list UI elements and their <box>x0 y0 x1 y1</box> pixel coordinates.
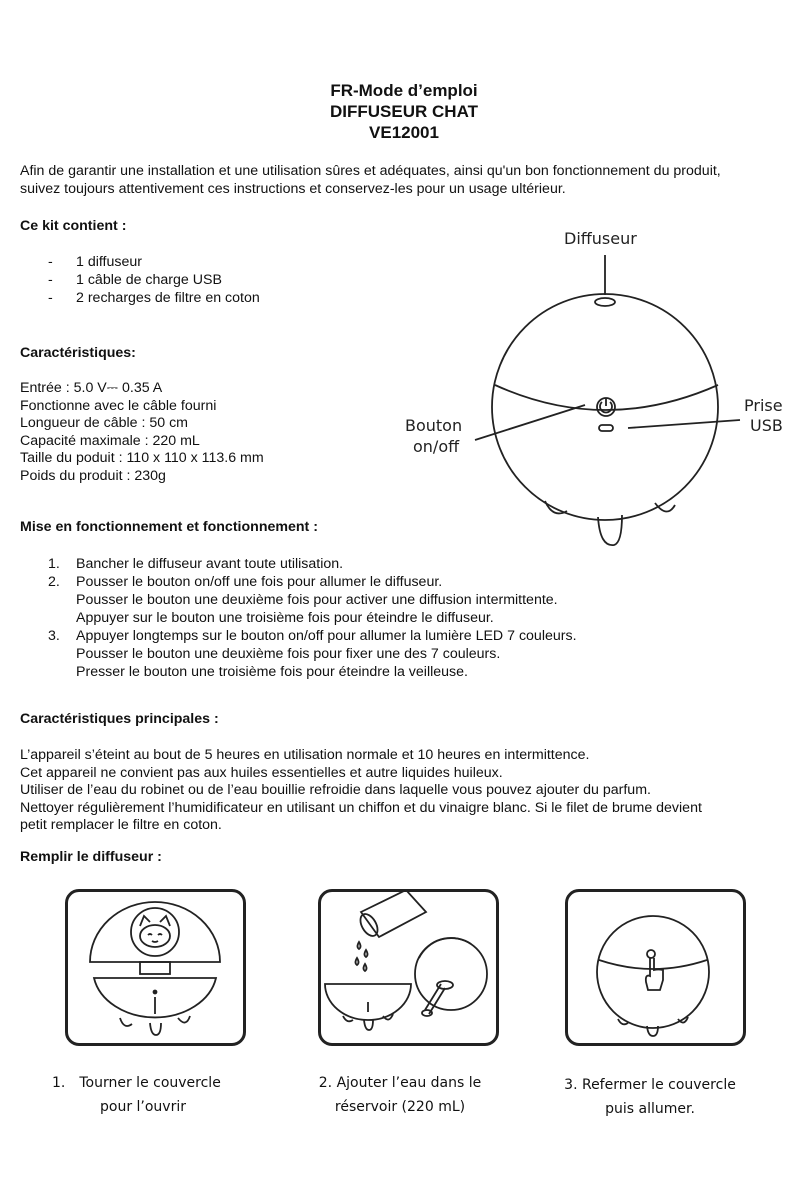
step-line: Appuyer sur le bouton une troisième fois pour éteindre le diffuseur. <box>76 610 494 626</box>
step-3-panel <box>565 889 746 1046</box>
caption-line: puis allumer. <box>605 1101 695 1117</box>
step-number: 2. <box>48 574 60 590</box>
lid-icon <box>90 902 220 962</box>
mist-outlet-icon <box>595 298 615 306</box>
bullet-mark: - <box>48 290 53 306</box>
step-line: Presser le bouton une troisième fois pour éteindre la veilleuse. <box>76 664 468 680</box>
caption-1 <box>52 1071 252 1119</box>
diffuser-body-icon <box>492 294 718 520</box>
spec-line: Poids du produit : 230g <box>20 467 166 484</box>
spec-line: Entrée : 5.0 V⎓ 0.35 A <box>20 380 163 396</box>
equator-line <box>599 960 707 969</box>
bullet-mark: - <box>48 272 53 288</box>
caption-line: pour l’ouvrir <box>100 1099 186 1115</box>
main-block <box>20 747 702 835</box>
main-line: Nettoyer régulièrement l’humidificateur en utilisant un chiffon et du vinaigre blanc. Si le filet de brume devient <box>20 799 702 816</box>
bullet-mark: - <box>48 254 53 270</box>
caption-line: réservoir (220 mL) <box>334 1099 466 1115</box>
label-prise: Prise <box>744 396 783 415</box>
specs-heading: Caractéristiques: <box>20 345 136 361</box>
main-line: petit remplacer le filtre en coton. <box>20 817 222 833</box>
cat-face-icon <box>140 925 170 947</box>
label-usb: USB <box>750 416 783 435</box>
caption-number: 1. <box>52 1075 66 1091</box>
operation-steps <box>20 556 577 682</box>
water-drops-icon <box>356 942 368 971</box>
list-item <box>20 290 260 308</box>
intro-line-1: Afin de garantir une installation et une utilisation sûres et adéquates, ainsi qu'un bon fonctionnement du produit, <box>20 163 721 179</box>
main-line: Utiliser de l’eau du robinet ou de l’eau bouillie refroidie dans laquelle vous pouvez ajouter du parfum. <box>20 782 651 798</box>
step-number: 3. <box>48 628 60 644</box>
step-line: Pousser le bouton une deuxième fois pour activer une diffusion intermittente. <box>76 592 558 608</box>
diffuser-diagram <box>400 245 808 550</box>
main-line: Cet appareil ne convient pas aux huiles essentielles et autre liquides huileux. <box>20 764 503 781</box>
list-item <box>20 272 260 290</box>
title-line-2: DIFFUSEUR CHAT <box>330 102 478 121</box>
bottle-icon <box>361 892 426 937</box>
label-onoff: on/off <box>413 437 460 456</box>
kit-heading: Ce kit contient : <box>20 218 127 234</box>
title-line-3: VE12001 <box>369 123 439 142</box>
list-item <box>20 254 260 272</box>
main-heading: Caractéristiques principales : <box>20 711 219 727</box>
kit-item: 1 câble de charge USB <box>76 272 222 288</box>
operation-heading: Mise en fonctionnement et fonctionnement : <box>20 519 318 535</box>
intro-line-2: suivez toujours attentivement ces instructions et conservez-les pour un usage ultérieur. <box>20 181 566 197</box>
spec-line: Taille du poduit : 110 x 110 x 113.6 mm <box>20 450 264 466</box>
spec-line: Capacité maximale : 220 mL <box>20 432 200 449</box>
step-line: Pousser le bouton on/off une fois pour allumer le diffuseur. <box>76 574 443 590</box>
specs-block <box>20 380 264 485</box>
list-item <box>20 574 577 628</box>
step-line: Bancher le diffuseur avant toute utilisation. <box>76 556 344 572</box>
callout-line-right <box>628 420 740 428</box>
caption-2 <box>300 1071 500 1119</box>
kit-item: 1 diffuseur <box>76 254 142 270</box>
title-line-1: FR-Mode d’emploi <box>330 81 478 100</box>
main-line: L’appareil s’éteint au bout de 5 heures en utilisation normale et 10 heures en intermittence. <box>20 747 590 763</box>
caption-line: Tourner le couvercle <box>79 1075 221 1091</box>
label-diffuseur: Diffuseur <box>564 229 637 248</box>
kit-list <box>20 254 260 308</box>
foot-icon <box>655 503 675 512</box>
open-lid-illustration <box>68 892 243 1043</box>
step-number: 1. <box>48 556 60 572</box>
step-line: Pousser le bouton une deuxième fois pour fixer une des 7 couleurs. <box>76 646 501 662</box>
step-1-panel <box>65 889 246 1046</box>
caption-3 <box>550 1073 750 1121</box>
spec-line: Longueur de câble : 50 cm <box>20 415 188 431</box>
caption-line: 2. Ajouter l’eau dans le <box>318 1075 482 1091</box>
list-item <box>20 628 577 682</box>
spec-line: Fonctionne avec le câble fourni <box>20 397 217 414</box>
led-slot-icon <box>599 425 613 431</box>
kit-item: 2 recharges de filtre en coton <box>76 290 260 306</box>
step-2-panel <box>318 889 499 1046</box>
power-button-icon <box>647 950 655 958</box>
diffuser-body-icon <box>597 916 709 1028</box>
finger-icon <box>646 958 663 990</box>
fill-heading: Remplir le diffuseur : <box>20 849 162 865</box>
label-bouton: Bouton <box>405 416 463 435</box>
caption-line: 3. Refermer le couvercle <box>564 1077 736 1093</box>
close-lid-illustration <box>568 892 743 1043</box>
step-line: Appuyer longtemps sur le bouton on/off pour allumer la lumière LED 7 couleurs. <box>76 628 577 644</box>
add-water-illustration <box>321 892 496 1043</box>
list-item <box>20 556 577 574</box>
